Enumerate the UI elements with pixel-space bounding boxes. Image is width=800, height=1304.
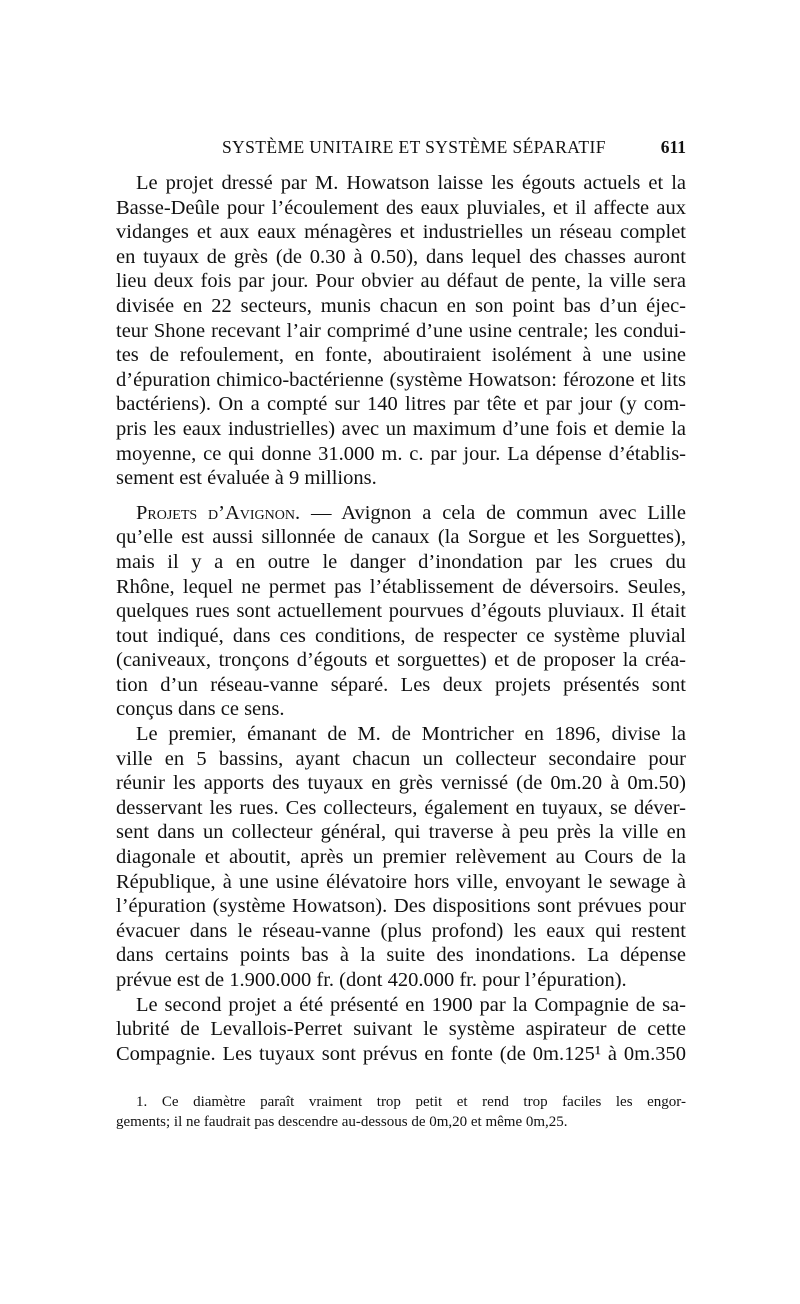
text-line: (caniveaux, tronçons d’égouts et sorguettes) et de proposer la créa- xyxy=(116,649,686,672)
text-line: dans certains points bas à la suite des inondations. La dépense xyxy=(116,944,686,967)
text-line: Le premier, émanant de M. de Montricher en 1896, divise la xyxy=(136,723,686,746)
text-line: diagonale et aboutit, après un premier relèvement au Cours de la xyxy=(116,846,686,869)
text-line: tion d’un réseau-vanne séparé. Les deux projets présentés sont xyxy=(116,673,686,696)
text-line: d’épuration chimico-bactérienne (système Howatson: férozone et lits xyxy=(116,368,686,391)
text-line: prévue est de 1.900.000 fr. (dont 420.000 fr. pour l’épuration). xyxy=(116,969,627,991)
text-line: Compagnie. Les tuyaux sont prévus en fonte (de 0m.125¹ à 0m.350 xyxy=(116,1042,686,1065)
text-line: République, à une usine élévatoire hors ville, envoyant le sewage à xyxy=(116,870,686,893)
paragraph-second-project xyxy=(116,993,686,1067)
text-line: Rhône, lequel ne permet pas l’établissement de déversoirs. Seules, xyxy=(116,575,686,598)
text-line: teur Shone recevant l’air comprimé d’une usine centrale; les condui- xyxy=(116,319,686,342)
text-line: sent dans un collecteur général, qui traverse à peu près la ville en xyxy=(116,821,686,844)
text-line: lieu deux fois par jour. Pour obvier au défaut de pente, la ville sera xyxy=(116,270,686,293)
text-line-rest: — Avignon a cela de commun avec Lille xyxy=(300,501,686,524)
footnote-line: gements; il ne faudrait pas descendre au-dessous de 0m,20 et même 0m,25. xyxy=(116,1114,568,1130)
text-line: desservant les rues. Ces collecteurs, également en tuyaux, se déver- xyxy=(116,796,686,819)
page-number: 611 xyxy=(660,137,686,157)
text-line: moyenne, ce qui donne 31.000 m. c. par jour. La dépense d’établis- xyxy=(116,442,686,465)
text-line: conçus dans ce sens. xyxy=(116,698,285,721)
text-line: divisée en 22 secteurs, munis chacun en son point bas d’un éjec- xyxy=(116,294,686,317)
text-line: Basse-Deûle pour l’écoulement des eaux pluviales, et il affecte aux xyxy=(116,196,686,219)
text-line: en tuyaux de grès (de 0.30 à 0.50), dans lequel des chasses auront xyxy=(116,245,686,268)
text-line: mais il y a en outre le danger d’inondation par les crues du xyxy=(116,550,686,573)
paragraph-first-project xyxy=(116,722,686,993)
text-line: tes de refoulement, en fonte, aboutiraient isolément à une usine xyxy=(116,344,686,367)
text-line: évacuer dans le réseau-vanne (plus profond) les eaux qui restent xyxy=(116,919,686,942)
text-line: sement est évaluée à 9 millions. xyxy=(116,467,377,490)
text-line: réunir les apports des tuyaux en grès vernissé (de 0m.20 à 0m.50) xyxy=(116,772,686,795)
text-line xyxy=(116,501,686,526)
text-line: Le second projet a été présenté en 1900 par la Compagnie de sa- xyxy=(136,993,686,1016)
running-header xyxy=(136,137,686,163)
text-line: Le projet dressé par M. Howatson laisse les égouts actuels et la xyxy=(136,172,686,194)
text-line: pris les eaux industrielles) avec un maximum d’une fois et demie la xyxy=(116,417,686,440)
text-line: bactériens). On a compté sur 140 litres par tête et par jour (y com- xyxy=(116,393,686,416)
text-line: qu’elle est aussi sillonnée de canaux (la Sorgue et les Sorguettes), xyxy=(116,526,686,549)
running-title: SYSTÈME UNITAIRE ET SYSTÈME SÉPARATIF xyxy=(222,137,606,157)
text-line: quelques rues sont actuellement pourvues d’égouts pluviaux. Il était xyxy=(116,600,686,623)
text-line: l’épuration (système Howatson). Des dispositions sont prévues pour xyxy=(116,895,686,918)
text-line: tout indiqué, dans ces conditions, de respecter ce système pluvial xyxy=(116,624,686,647)
text-line: ville en 5 bassins, ayant chacun un collecteur secondaire pour xyxy=(116,747,686,770)
text-line: lubrité de Levallois-Perret suivant le système aspirateur de cette xyxy=(116,1018,686,1041)
section-heading: Projets d’Avignon. xyxy=(136,501,301,524)
footnotes xyxy=(116,1092,686,1132)
footnote-line: 1. Ce diamètre paraît vraiment trop petit et rend trop faciles les engor- xyxy=(136,1094,686,1110)
body-text xyxy=(116,171,686,1066)
paragraph-avignon-projects xyxy=(116,501,686,722)
text-line: vidanges et aux eaux ménagères et industrielles un réseau complet xyxy=(116,221,686,244)
paragraph-lille-project xyxy=(116,171,686,491)
